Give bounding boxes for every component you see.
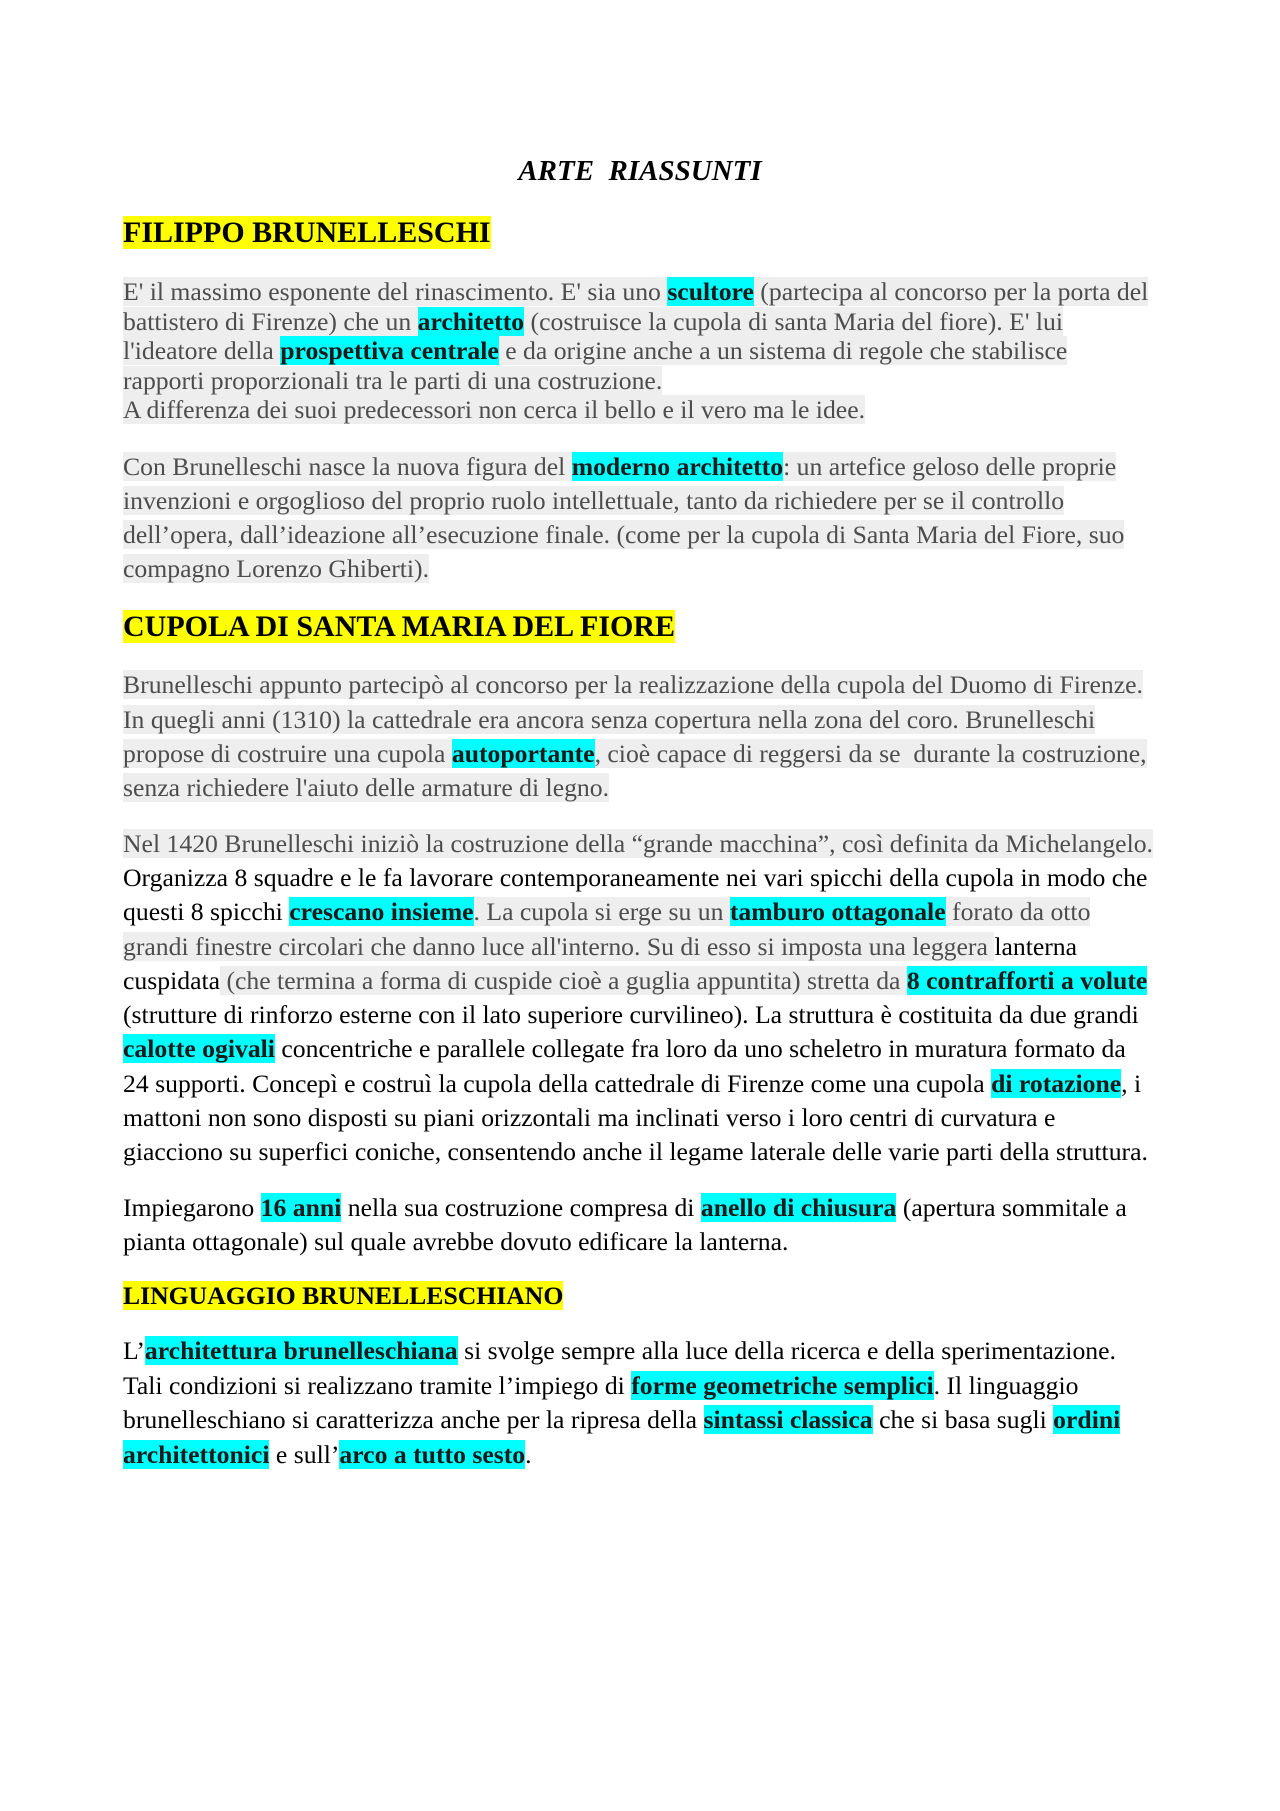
text-line [123, 1438, 1223, 1473]
paragraph [123, 1334, 1223, 1472]
section-heading [123, 215, 1223, 250]
section-heading [123, 609, 1223, 644]
keyword-highlight: forme geometriche semplici [631, 1370, 934, 1400]
text-line [123, 366, 1223, 396]
text-run: . [525, 1439, 532, 1469]
text-run: (che termina a forma di cuspide cioè a guglia appuntita) stretta da [220, 965, 907, 995]
text-run: nella sua costruzione compresa di [341, 1192, 701, 1222]
section-heading-text: FILIPPO BRUNELLESCHI [123, 216, 491, 249]
text-run: 24 supporti. Concepì e costruì la cupola della cattedrale di Firenze come una cupola [123, 1068, 992, 1098]
text-run: Tali condizioni si realizzano tramite l’impiego di [123, 1370, 632, 1400]
keyword-highlight: di rotazione [991, 1068, 1122, 1098]
section-cupola-santa-maria-del-fiore [123, 609, 1223, 1259]
keyword-highlight: crescano insieme [289, 897, 474, 927]
paragraph [123, 450, 1223, 586]
text-line [123, 1334, 1223, 1369]
text-run: dell’opera, dall’ideazione all’esecuzione finale. (come per la cupola di Santa Maria del Fiore, suo [123, 519, 1125, 549]
text-run: , cioè capace di reggersi da se durante la costruzione, [594, 738, 1147, 768]
keyword-highlight: sintassi classica [703, 1405, 873, 1435]
section-body [123, 277, 1223, 586]
keyword-highlight: architetto [417, 306, 525, 336]
text-run: si svolge sempre alla luce della ricerca e della sperimentazione. [457, 1336, 1116, 1366]
keyword-highlight: 8 contrafforti a volute [906, 965, 1148, 995]
keyword-highlight: calotte ogivali [123, 1034, 275, 1064]
keyword-highlight: architettonici [123, 1439, 270, 1469]
document-title: ARTE RIASSUNTI [518, 155, 762, 187]
keyword-highlight: arco a tutto sesto [339, 1439, 526, 1469]
text-line [123, 1369, 1223, 1404]
text-run: Con Brunelleschi nasce la nuova figura del [123, 451, 572, 481]
text-run: Organizza 8 squadre e le fa lavorare contemporaneamente nei vari spicchi della cupola in modo che [123, 863, 1148, 893]
text-run: propose di costruire una cupola [123, 738, 452, 768]
text-line [123, 518, 1223, 552]
text-run: invenzioni e orgoglioso del proprio ruolo intellettuale, tanto da richiedere per se il controllo [123, 485, 1065, 515]
text-run: L’ [123, 1336, 145, 1366]
text-line [123, 703, 1223, 737]
keyword-highlight: tamburo ottagonale [729, 897, 946, 927]
text-run: senza richiedere l'aiuto delle armature di legno. [123, 773, 610, 803]
text-run: A differenza dei suoi predecessori non cerca il bello e il vero ma le idee. [123, 395, 866, 424]
section-heading [123, 1281, 1223, 1311]
text-line [123, 552, 1223, 586]
text-line [123, 668, 1223, 702]
paragraph [123, 827, 1223, 1169]
text-run: questi 8 spicchi [123, 897, 290, 927]
text-line [123, 771, 1223, 805]
text-run: Impiegarono [123, 1192, 261, 1222]
text-line [123, 1067, 1223, 1101]
keyword-highlight: moderno architetto [571, 451, 784, 481]
text-run: (apertura sommitale a [896, 1192, 1127, 1222]
section-heading-text: LINGUAGGIO BRUNELLESCHIANO [123, 1281, 564, 1310]
text-run: (partecipa al concorso per la porta del [753, 277, 1149, 306]
text-run: battistero di Firenze) che un [123, 306, 418, 336]
keyword-highlight: scultore [667, 277, 754, 306]
text-run: , i [1121, 1068, 1142, 1098]
paragraph [123, 1191, 1223, 1259]
text-run: Nel 1420 Brunelleschi iniziò la costruzione della “grande macchina”, così definita da Michelangelo. [123, 829, 1153, 859]
section-linguaggio-brunelleschiano [123, 1281, 1223, 1472]
text-line [123, 1403, 1223, 1438]
text-line [123, 277, 1223, 307]
text-run: cuspidata [123, 965, 221, 995]
text-line [123, 484, 1223, 518]
text-line [123, 930, 1223, 964]
section-body [123, 1334, 1223, 1472]
text-line [123, 307, 1223, 337]
text-run: In quegli anni (1310) la cattedrale era ancora senza copertura nella zona del coro. Brunelleschi [123, 704, 1096, 734]
section-body [123, 668, 1223, 1259]
text-line [123, 827, 1223, 861]
text-run: pianta ottagonale) sul quale avrebbe dovuto edificare la lanterna. [123, 1226, 789, 1256]
text-run: E' il massimo esponente del rinascimento. E' sia uno [123, 277, 668, 306]
text-line [123, 1225, 1223, 1259]
text-run: . Il linguaggio [933, 1370, 1079, 1400]
text-line [123, 737, 1223, 771]
text-line [123, 395, 1223, 425]
text-run: : un artefice geloso delle proprie [783, 451, 1117, 481]
text-run: forato da otto [945, 897, 1091, 927]
keyword-highlight: autoportante [451, 738, 595, 768]
text-line [123, 1101, 1223, 1135]
section-heading-text: CUPOLA DI SANTA MARIA DEL FIORE [123, 610, 676, 643]
keyword-highlight: prospettiva centrale [280, 336, 499, 365]
text-run: concentriche e parallele collegate fra loro da uno scheletro in muratura formato da [274, 1034, 1126, 1064]
text-run: . La cupola si erge su un [473, 897, 730, 927]
text-line [123, 895, 1223, 929]
text-run: (strutture di rinforzo esterne con il lato superiore curvilineo). La struttura è costituita da due grandi [123, 1000, 1139, 1030]
text-line [123, 998, 1223, 1032]
text-run: lanterna [994, 931, 1078, 961]
text-run: grandi finestre circolari che danno luce all'interno. Su di esso si imposta una leggera [123, 931, 995, 961]
text-line [123, 1191, 1223, 1225]
text-run: l'ideatore della [123, 336, 281, 365]
text-run: giacciono su superfici coniche, consentendo anche il legame laterale delle varie parti della struttura. [123, 1136, 1148, 1166]
keyword-highlight: ordini [1053, 1405, 1121, 1435]
keyword-highlight: architettura brunelleschiana [144, 1336, 458, 1366]
text-run: che si basa sugli [872, 1405, 1054, 1435]
section-filippo-brunelleschi [123, 215, 1223, 586]
text-run: (costruisce la cupola di santa Maria del fiore). E' lui [524, 306, 1063, 336]
text-line [123, 964, 1223, 998]
keyword-highlight: 16 anni [260, 1192, 342, 1222]
text-run: compagno Lorenzo Ghiberti). [123, 553, 430, 583]
keyword-highlight: anello di chiusura [700, 1192, 897, 1222]
text-line [123, 336, 1223, 366]
text-run: mattoni non sono disposti su piani orizzontali ma inclinati verso i loro centri di curvatura e [123, 1102, 1056, 1132]
paragraph [123, 277, 1223, 425]
text-line [123, 1032, 1223, 1066]
text-line [123, 450, 1223, 484]
text-run: brunelleschiano si caratterizza anche per la ripresa della [123, 1405, 704, 1435]
paragraph [123, 668, 1223, 805]
text-run: e sull’ [269, 1439, 340, 1469]
text-run: Brunelleschi appunto partecipò al concorso per la realizzazione della cupola del Duomo di Firenze. [123, 670, 1143, 700]
text-run: rapporti proporzionali tra le parti di una costruzione. [123, 365, 663, 395]
text-run: e da origine anche a un sistema di regole che stabilisce [498, 336, 1068, 365]
text-line [123, 1135, 1223, 1169]
text-line [123, 861, 1223, 895]
